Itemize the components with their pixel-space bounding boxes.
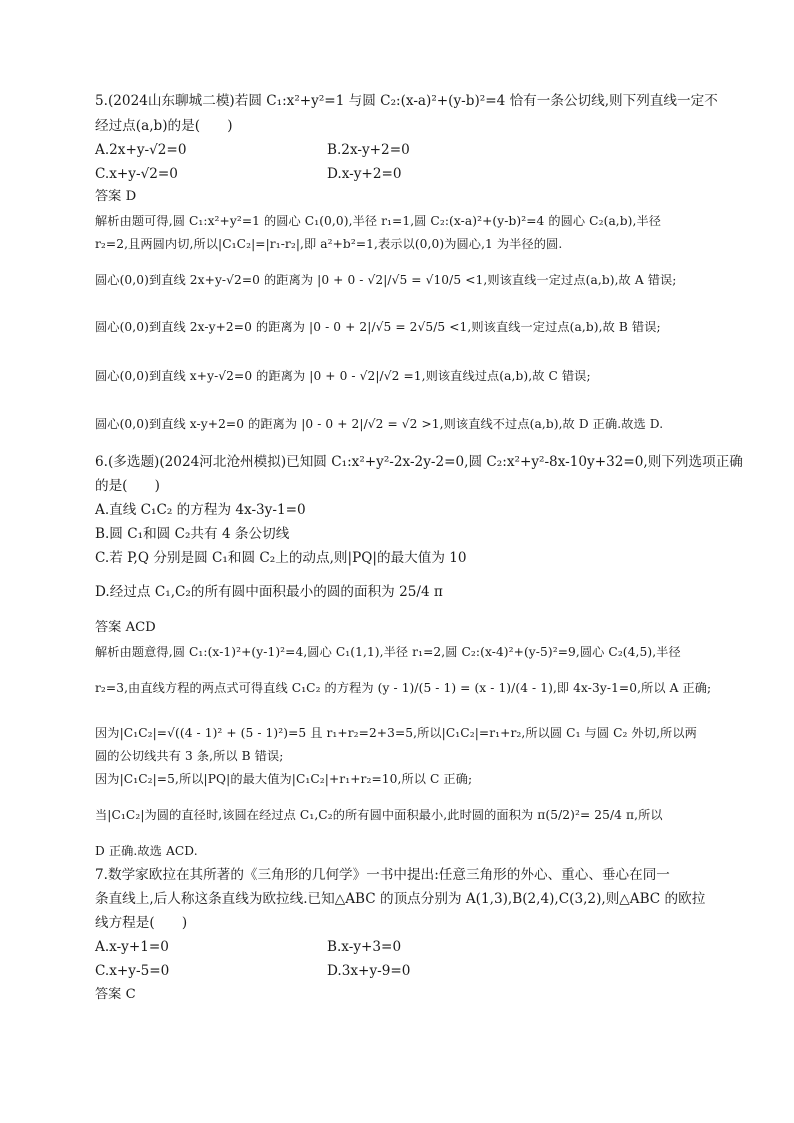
q5-s4: 圆心(0,0)到直线 2x-y+2=0 的距离为 |0 - 0 + 2|/√5 = 2√5/5 <1,则该直线一定过点(a,b),故 B 错误; [95, 320, 661, 334]
q5-optA: A.2x+y-√2=0 B.2x-y+2=0 [95, 142, 410, 158]
q7-l2: 条直线上,后人称这条直线为欧拉线.已知△ABC 的顶点分别为 A(1,3),B(2,4),C(3,2),则△ABC 的欧拉 [95, 891, 706, 907]
q5-s2: r₂=2,且两圆内切,所以|C₁C₂|=|r₁-r₂|,即 a²+b²=1,表示以(0,0)为圆心,1 为半径的圆. [95, 237, 563, 251]
q7-optC: C.x+y-5=0 D.3x+y-9=0 [95, 963, 411, 979]
q6-ans: 答案 ACD [95, 620, 156, 635]
q5-optC: C.x+y-√2=0 D.x-y+2=0 [95, 166, 402, 182]
q7-l1: 7.数学家欧拉在其所著的《三角形的几何学》一书中提出:任意三角形的外心、重心、垂心在同一 [95, 867, 670, 883]
q5-s1: 解析由题可得,圆 C₁:x²+y²=1 的圆心 C₁(0,0),半径 r₁=1,圆 C₂:(x-a)²+(y-b)²=4 的圆心 C₂(a,b),半径 [95, 214, 662, 228]
q6-s7: D 正确.故选 ACD. [95, 844, 198, 858]
q5-l1: 5.(2024山东聊城二模)若圆 C₁:x²+y²=1 与圆 C₂:(x-a)²+(y-b)²=4 恰有一条公切线,则下列直线一定不 [95, 93, 718, 109]
q6-optA: A.直线 C₁C₂ 的方程为 4x-3y-1=0 [95, 502, 306, 518]
q7-optA-second: B.x-y+3=0 [327, 939, 402, 955]
q5-s3: 圆心(0,0)到直线 2x+y-√2=0 的距离为 |0 + 0 - √2|/√5 = √10/5 <1,则该直线一定过点(a,b),故 A 错误; [95, 273, 677, 287]
q5-optC-second: D.x-y+2=0 [327, 166, 402, 182]
q7-optC-second: D.3x+y-9=0 [327, 963, 411, 979]
q5-s6: 圆心(0,0)到直线 x-y+2=0 的距离为 |0 - 0 + 2|/√2 = √2 >1,则该直线不过点(a,b),故 D 正确.故选 D. [95, 417, 664, 431]
q6-s5: 因为|C₁C₂|=5,所以|PQ|的最大值为|C₁C₂|+r₁+r₂=10,所以 C 正确; [95, 772, 473, 786]
q7-l3: 线方程是( ) [95, 915, 188, 931]
q5-s5: 圆心(0,0)到直线 x+y-√2=0 的距离为 |0 + 0 - √2|/√2 =1,则该直线过点(a,b),故 C 错误; [95, 369, 591, 383]
q6-l2: 的是( ) [95, 478, 160, 494]
q5-l2: 经过点(a,b)的是( ) [95, 118, 233, 134]
q5-optA-second: B.2x-y+2=0 [327, 142, 410, 158]
q6-optB: B.圆 C₁和圆 C₂共有 4 条公切线 [95, 526, 290, 542]
q6-optC: C.若 P,Q 分别是圆 C₁和圆 C₂上的动点,则|PQ|的最大值为 10 [95, 550, 467, 566]
q7-ans: 答案 C [95, 987, 136, 1002]
q5-ans: 答案 D [95, 189, 137, 204]
q6-s4: 圆的公切线共有 3 条,所以 B 错误; [95, 749, 284, 763]
q6-l1: 6.(多选题)(2024河北沧州模拟)已知圆 C₁:x²+y²-2x-2y-2=0,圆 C₂:x²+y²-8x-10y+32=0,则下列选项正确 [95, 454, 743, 470]
q7-optA: A.x-y+1=0 B.x-y+3=0 [95, 939, 402, 955]
q6-s6: 当|C₁C₂|为圆的直径时,该圆在经过点 C₁,C₂的所有圆中面积最小,此时圆的面积为 π(5/2)²= 25/4 π,所以 [95, 808, 663, 822]
q6-s2: r₂=3,由直线方程的两点式可得直线 C₁C₂ 的方程为 (y - 1)/(5 - 1) = (x - 1)/(4 - 1),即 4x-3y-1=0,所以 A 正确; [95, 681, 712, 695]
q6-s3: 因为|C₁C₂|=√((4 - 1)² + (5 - 1)²)=5 且 r₁+r₂=2+3=5,所以|C₁C₂|=r₁+r₂,所以圆 C₁ 与圆 C₂ 外切,所以两 [95, 726, 697, 740]
q6-s1: 解析由题意得,圆 C₁:(x-1)²+(y-1)²=4,圆心 C₁(1,1),半径 r₁=2,圆 C₂:(x-4)²+(y-5)²=9,圆心 C₂(4,5),半径 [95, 645, 681, 659]
q6-optD: D.经过点 C₁,C₂的所有圆中面积最小的圆的面积为 25/4 π [95, 584, 443, 600]
